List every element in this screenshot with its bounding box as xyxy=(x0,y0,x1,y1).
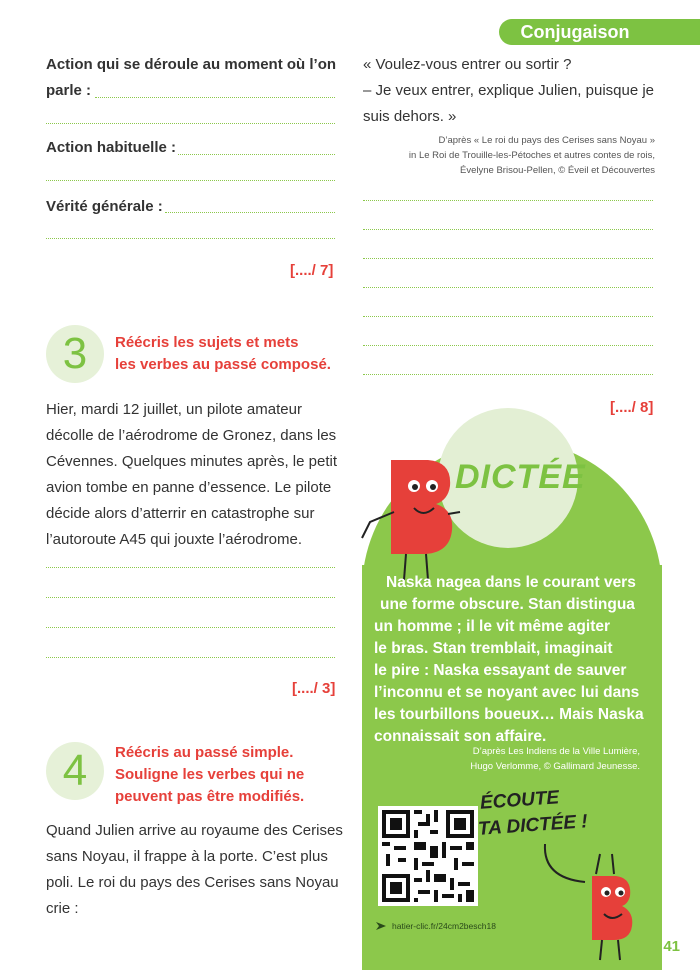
score-box: [..../ 8] xyxy=(610,399,654,416)
exercise-instruction-line: les verbes au passé composé. xyxy=(115,356,331,373)
dictee-text-line: Naska nagea dans le courant vers xyxy=(386,574,636,591)
answer-line[interactable] xyxy=(363,345,653,346)
answer-line[interactable] xyxy=(363,258,653,259)
source-credit: D’après « Le roi du pays des Cerises sans Noyau » xyxy=(438,135,655,146)
question-label-1a: Action qui se déroule au moment où l’on xyxy=(46,56,337,73)
exercise-number: 3 xyxy=(62,329,88,378)
dictee-text-line: connaissait son affaire. xyxy=(374,728,547,745)
quote-line: « Voulez-vous entrer ou sortir ? xyxy=(363,56,572,73)
exercise-text-line: Cévennes. Quelques minutes après, le petit xyxy=(46,453,337,470)
answer-line[interactable] xyxy=(46,627,335,628)
listen-label: TA DICTÉE ! xyxy=(477,811,589,840)
pointer-arrow-icon xyxy=(374,920,388,932)
mascot-letter-b-icon xyxy=(356,452,466,582)
answer-line[interactable] xyxy=(178,154,335,155)
exercise-instruction-line: Réécris au passé simple. xyxy=(115,744,294,761)
exercise-text-line: l’autoroute A45 qui jouxte l’aérodrome. xyxy=(46,531,302,548)
answer-line[interactable] xyxy=(363,287,653,288)
question-label-2: Action habituelle : xyxy=(46,139,177,156)
exercise-text-line: poli. Le roi du pays des Cerises sans Noyau xyxy=(46,874,339,891)
answer-line[interactable] xyxy=(46,238,335,239)
exercise-text-line: crie : xyxy=(46,900,79,917)
exercise-instruction-line: Souligne les verbes qui ne xyxy=(115,766,305,783)
section-tag xyxy=(499,19,651,45)
dictee-text-line: le pire : Naska essayant de sauver xyxy=(374,662,627,679)
answer-line[interactable] xyxy=(46,180,335,181)
quote-line: suis dehors. » xyxy=(363,108,457,125)
exercise-text-line: sans Noyau, il frappe à la porte. C’est plus xyxy=(46,848,328,865)
dictee-text-line: le bras. Stan tremblait, imaginait xyxy=(374,640,613,657)
question-label-1b: parle : xyxy=(46,82,92,99)
audio-link[interactable]: hatier-clic.fr/24cm2besch18 xyxy=(392,921,496,931)
exercise-number: 4 xyxy=(62,746,88,795)
answer-line[interactable] xyxy=(363,229,653,230)
exercise-text-line: avion tombe en panne d’essence. Le pilote xyxy=(46,479,332,496)
answer-line[interactable] xyxy=(46,123,335,124)
score-box: [..../ 3] xyxy=(292,680,336,697)
dictee-credit: D’après Les Indiens de la Ville Lumière, xyxy=(472,746,640,757)
score-box: [..../ 7] xyxy=(290,262,334,279)
exercise-text-line: décolle de l’aérodrome de Gronez, dans les xyxy=(46,427,337,444)
section-tag-extension xyxy=(651,19,700,45)
quote-line: – Je veux entrer, explique Julien, puisque je xyxy=(363,82,655,99)
answer-line[interactable] xyxy=(363,200,653,201)
listen-label: ÉCOUTE xyxy=(479,787,560,814)
section-tag-label: Conjugaison xyxy=(520,22,630,42)
exercise-text-line: Quand Julien arrive au royaume des Cerises xyxy=(46,822,343,839)
dictee-text xyxy=(374,572,656,748)
exercise-instruction-line: peuvent pas être modifiés. xyxy=(115,788,305,805)
dictee-text-line: un homme ; il le vit même agiter xyxy=(374,618,611,635)
exercise-text-line: Hier, mardi 12 juillet, un pilote amateur xyxy=(46,401,302,418)
answer-line[interactable] xyxy=(46,597,335,598)
answer-line[interactable] xyxy=(363,374,653,375)
exercise-instruction-line: Réécris les sujets et mets xyxy=(115,334,299,351)
answer-line[interactable] xyxy=(165,212,335,213)
qr-code-icon[interactable] xyxy=(378,806,478,906)
dictee-text-line: les tourbillons boueux… Mais Naska xyxy=(374,706,644,723)
question-label-3: Vérité générale : xyxy=(46,198,163,215)
answer-line[interactable] xyxy=(95,97,335,98)
page-number: 41 xyxy=(663,938,680,955)
dictee-text-line: l’inconnu et se noyant avec lui dans xyxy=(374,684,640,701)
answer-line[interactable] xyxy=(46,567,335,568)
exercise-text-line: décide alors d’atterrir en catastrophe sur xyxy=(46,505,315,522)
answer-line[interactable] xyxy=(46,657,335,658)
dictee-text-line: une forme obscure. Stan distingua xyxy=(380,596,635,613)
mascot-small-letter-b-icon xyxy=(578,852,638,962)
dictee-title: DICTÉE xyxy=(455,458,586,496)
source-credit: Évelyne Brisou-Pellen, © Éveil et Découvertes xyxy=(460,165,655,176)
dictee-credit: Hugo Verlomme, © Gallimard Jeunesse. xyxy=(470,761,640,772)
answer-line[interactable] xyxy=(363,316,653,317)
source-credit: in Le Roi de Trouille-les-Pétoches et autres contes de rois, xyxy=(408,150,655,161)
